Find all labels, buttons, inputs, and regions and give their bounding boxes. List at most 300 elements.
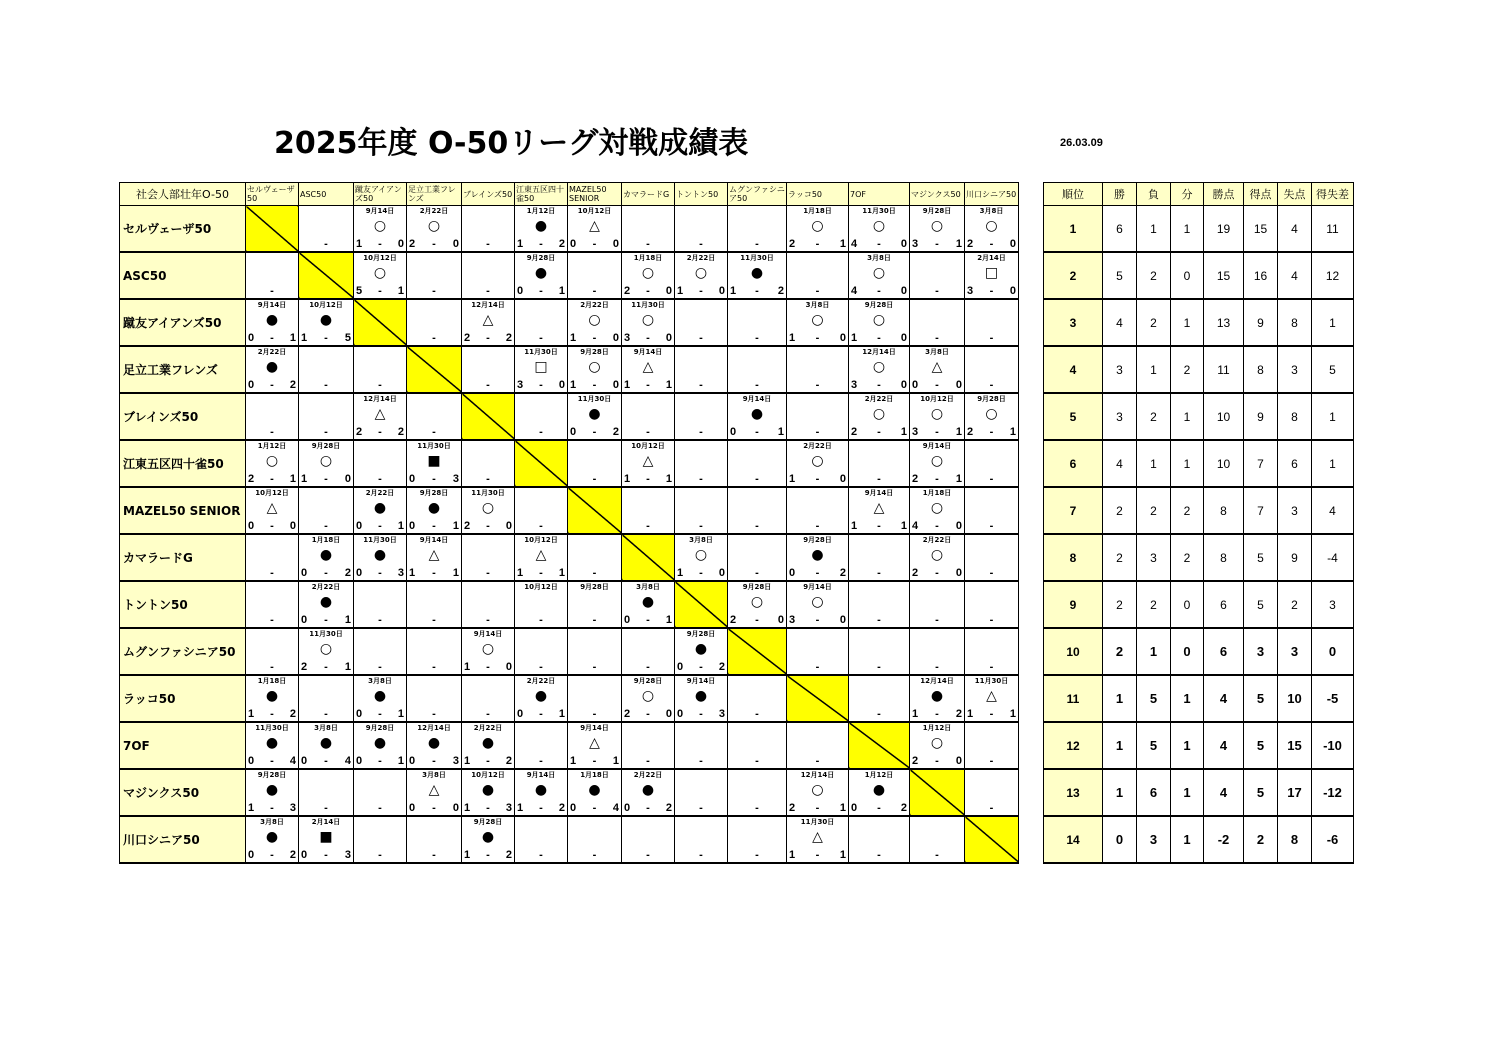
match-cell xyxy=(787,816,849,863)
stat-cell: 8 xyxy=(1278,393,1312,440)
match-date: 11月30日 xyxy=(417,442,451,450)
result-mark-icon: ● xyxy=(265,782,279,798)
match-cell xyxy=(515,534,568,581)
match-cell xyxy=(462,675,515,722)
match-date: 11月30日 xyxy=(800,818,835,826)
match-cell xyxy=(568,440,622,487)
match-score: - xyxy=(432,661,436,673)
match-score: 1 - 0 xyxy=(851,332,907,344)
match-score: - xyxy=(539,849,543,861)
match-cell xyxy=(622,769,675,816)
match-cell xyxy=(407,722,462,769)
column-header: 足立工業フレンズ xyxy=(407,183,462,206)
match-date: 10月12日 xyxy=(577,207,612,215)
stat-cell: -5 xyxy=(1312,675,1354,722)
match-cell xyxy=(622,816,675,863)
self-match-cell xyxy=(675,581,728,628)
corner-label: 社会人部壮年O-50 xyxy=(120,183,246,206)
self-match-cell xyxy=(965,816,1019,863)
match-cell xyxy=(515,252,568,299)
column-header: 川口シニア50 xyxy=(965,183,1019,206)
team-name: 川口シニア50 xyxy=(120,816,246,863)
stat-cell: 5 xyxy=(1103,252,1137,299)
match-date: 10月12日 xyxy=(524,583,558,591)
stat-cell: 2 xyxy=(1278,581,1312,628)
match-score: 0 - 0 xyxy=(248,520,296,532)
match-cell xyxy=(299,346,354,393)
match-score: 0 - 2 xyxy=(301,567,351,579)
match-date: 9月28日 xyxy=(365,724,395,732)
match-score: - xyxy=(989,379,994,391)
match-cell xyxy=(849,675,910,722)
match-score: 1 - 0 xyxy=(789,332,846,344)
stat-cell: 5 xyxy=(1244,534,1278,581)
match-date: 1月12日 xyxy=(922,724,952,732)
stat-cell: -2 xyxy=(1204,816,1244,863)
result-mark-icon: ○ xyxy=(641,312,655,328)
standings-row xyxy=(1044,816,1354,863)
match-score: - xyxy=(592,285,597,297)
match-score: - xyxy=(989,332,994,344)
match-cell xyxy=(462,346,515,393)
result-mark-icon: ● xyxy=(534,782,548,798)
stat-cell: 5 xyxy=(1244,581,1278,628)
match-cell xyxy=(354,206,407,253)
match-score: 0 - 0 xyxy=(912,379,962,391)
match-score: 4 - 0 xyxy=(851,285,907,297)
match-score: 4 - 0 xyxy=(851,238,907,250)
match-cell xyxy=(462,581,515,628)
match-score: 1 - 0 xyxy=(570,332,619,344)
match-score: - xyxy=(592,473,597,485)
stat-cell: 2 xyxy=(1171,534,1204,581)
match-score: - xyxy=(486,614,490,626)
match-score: - xyxy=(989,567,994,579)
match-cell xyxy=(787,299,849,346)
self-match-cell xyxy=(728,628,787,675)
match-score: 3 - 0 xyxy=(624,332,672,344)
match-date: 1月18日 xyxy=(633,254,663,262)
match-score: 1 - 2 xyxy=(464,849,512,861)
self-match-cell xyxy=(568,487,622,534)
result-mark-icon: ● xyxy=(750,265,764,281)
match-score: - xyxy=(815,520,820,532)
match-score: 2 - 0 xyxy=(624,285,672,297)
result-mark-icon: ○ xyxy=(985,406,998,422)
match-date: 11月30日 xyxy=(363,536,397,544)
team-name: ブレインズ50 xyxy=(120,393,246,440)
match-date: 9月14日 xyxy=(257,301,287,309)
match-cell xyxy=(462,206,515,253)
match-score: 0 - 1 xyxy=(356,708,404,720)
match-cell xyxy=(246,816,299,863)
standings-row xyxy=(1044,393,1354,440)
match-score: - xyxy=(486,473,490,485)
match-date: 9月14日 xyxy=(526,771,556,779)
match-score: - xyxy=(699,379,703,391)
match-date: 1月12日 xyxy=(864,771,894,779)
match-score: 0 - 1 xyxy=(517,285,565,297)
match-cell xyxy=(407,816,462,863)
match-cell xyxy=(354,816,407,863)
match-date: 9月28日 xyxy=(257,771,287,779)
match-date: 1月18日 xyxy=(311,536,341,544)
match-cell xyxy=(515,393,568,440)
match-score: 1 - 2 xyxy=(517,238,565,250)
match-cell xyxy=(910,440,965,487)
match-date: 3月8日 xyxy=(867,254,891,262)
match-cell xyxy=(354,675,407,722)
match-date: 2月22日 xyxy=(864,395,894,403)
match-cell xyxy=(462,628,515,675)
match-score: 0 - 2 xyxy=(789,567,846,579)
match-cell xyxy=(849,299,910,346)
result-mark-icon: ● xyxy=(265,688,279,704)
stat-cell: 1 xyxy=(1312,440,1354,487)
match-score: - xyxy=(935,849,939,861)
column-header: セルヴェーザ50 xyxy=(246,183,299,206)
stat-cell: 15 xyxy=(1278,722,1312,769)
match-date: 9月28日 xyxy=(580,583,609,591)
standings-row xyxy=(1044,675,1354,722)
match-cell xyxy=(462,816,515,863)
match-score: 1 - 0 xyxy=(789,473,846,485)
match-date: 2月14日 xyxy=(311,818,341,826)
match-score: - xyxy=(486,238,490,250)
match-cell xyxy=(515,346,568,393)
result-mark-icon: ○ xyxy=(811,312,824,328)
match-score: - xyxy=(270,426,274,438)
stat-cell: 5 xyxy=(1312,346,1354,393)
match-score: 2 - 0 xyxy=(464,520,512,532)
match-cell xyxy=(354,769,407,816)
standings-header: 失点 xyxy=(1278,183,1312,206)
match-cell xyxy=(407,769,462,816)
match-score: - xyxy=(815,755,820,767)
standings-row xyxy=(1044,628,1354,675)
match-score: 0 - 1 xyxy=(356,520,404,532)
stat-cell: 2 xyxy=(1137,581,1171,628)
match-score: - xyxy=(877,614,881,626)
stat-cell: 3 xyxy=(1278,628,1312,675)
team-row xyxy=(120,206,1019,253)
match-score: 1 - 1 xyxy=(570,755,619,767)
match-cell xyxy=(246,440,299,487)
match-cell xyxy=(354,440,407,487)
stat-cell: 1 xyxy=(1171,440,1204,487)
match-cell xyxy=(299,722,354,769)
match-score: 0 - 4 xyxy=(248,755,296,767)
result-mark-icon: ● xyxy=(373,500,387,516)
match-score: - xyxy=(539,661,543,673)
match-cell xyxy=(568,252,622,299)
match-cell xyxy=(622,581,675,628)
match-date: 10月12日 xyxy=(255,489,289,497)
match-score: 0 - 0 xyxy=(570,238,619,250)
match-score: 3 - 0 xyxy=(789,614,846,626)
result-mark-icon: ● xyxy=(534,688,548,704)
match-cell xyxy=(675,206,728,253)
stat-cell: 3 xyxy=(1244,628,1278,675)
match-score: 0 - 2 xyxy=(677,661,725,673)
team-name: カマラードG xyxy=(120,534,246,581)
result-mark-icon: △ xyxy=(482,312,494,328)
rank-cell: 9 xyxy=(1044,581,1103,628)
match-cell xyxy=(568,393,622,440)
team-name: ラッコ50 xyxy=(120,675,246,722)
match-score: - xyxy=(324,520,328,532)
result-mark-icon: △ xyxy=(986,688,997,704)
stat-cell: 4 xyxy=(1204,769,1244,816)
match-cell xyxy=(965,487,1019,534)
match-score: 1 - 1 xyxy=(967,708,1016,720)
team-name: 7OF xyxy=(120,722,246,769)
match-cell xyxy=(622,346,675,393)
rank-cell: 13 xyxy=(1044,769,1103,816)
match-cell xyxy=(407,299,462,346)
match-cell xyxy=(462,722,515,769)
match-cell xyxy=(849,769,910,816)
match-date: 11月30日 xyxy=(524,348,558,356)
match-score: 1 - 0 xyxy=(570,379,619,391)
match-cell xyxy=(675,769,728,816)
match-score: 2 - 0 xyxy=(912,567,962,579)
stat-cell: 1 xyxy=(1137,440,1171,487)
match-score: - xyxy=(989,661,994,673)
match-score: 2 - 0 xyxy=(624,708,672,720)
match-date: 1月18日 xyxy=(922,489,952,497)
match-date: 2月22日 xyxy=(803,442,832,450)
team-row xyxy=(120,581,1019,628)
column-header: 江東五区四十雀50 xyxy=(515,183,568,206)
match-cell xyxy=(299,534,354,581)
stat-cell: 0 xyxy=(1103,816,1137,863)
match-score: - xyxy=(646,426,650,438)
match-cell xyxy=(462,487,515,534)
match-cell xyxy=(728,393,787,440)
stat-cell: 1 xyxy=(1171,206,1204,253)
match-cell xyxy=(299,816,354,863)
team-row xyxy=(120,252,1019,299)
match-cell xyxy=(910,393,965,440)
match-cell xyxy=(515,675,568,722)
match-cell xyxy=(849,534,910,581)
match-score: - xyxy=(699,332,703,344)
team-name: ASC50 xyxy=(120,252,246,299)
standings-header: 順位 xyxy=(1044,183,1103,206)
stat-cell: 5 xyxy=(1137,675,1171,722)
match-score: 0 - 1 xyxy=(730,426,784,438)
match-cell xyxy=(910,675,965,722)
stat-cell: 19 xyxy=(1204,206,1244,253)
match-score: - xyxy=(324,708,328,720)
match-cell xyxy=(246,534,299,581)
match-cell xyxy=(299,581,354,628)
match-cell xyxy=(246,628,299,675)
match-cell xyxy=(299,393,354,440)
match-score: 0 - 3 xyxy=(409,755,459,767)
result-mark-icon: ○ xyxy=(694,547,708,563)
stat-cell: 3 xyxy=(1278,346,1312,393)
result-mark-icon: ● xyxy=(694,641,708,657)
match-score: - xyxy=(815,426,820,438)
stat-cell: 2 xyxy=(1103,628,1137,675)
rank-cell: 6 xyxy=(1044,440,1103,487)
stat-cell: 1 xyxy=(1103,769,1137,816)
match-cell xyxy=(787,346,849,393)
match-date: 2月22日 xyxy=(365,489,395,497)
stat-cell: 9 xyxy=(1278,534,1312,581)
match-score: - xyxy=(646,849,650,861)
match-cell xyxy=(622,487,675,534)
result-mark-icon: ● xyxy=(930,688,944,704)
standings-row xyxy=(1044,440,1354,487)
result-mark-icon: ● xyxy=(694,688,708,704)
match-score: 1 - 2 xyxy=(464,755,512,767)
match-cell xyxy=(728,252,787,299)
stat-cell: 1 xyxy=(1171,769,1204,816)
match-cell xyxy=(849,816,910,863)
match-date: 3月8日 xyxy=(979,207,1004,215)
stat-cell: 0 xyxy=(1171,581,1204,628)
match-cell xyxy=(407,206,462,253)
match-score: - xyxy=(646,520,650,532)
match-cell xyxy=(787,722,849,769)
match-score: - xyxy=(755,802,759,814)
match-cell xyxy=(728,581,787,628)
result-mark-icon: ○ xyxy=(930,735,944,751)
stat-cell: 1 xyxy=(1312,393,1354,440)
match-score: - xyxy=(539,614,543,626)
stat-cell: 7 xyxy=(1244,440,1278,487)
self-match-cell xyxy=(299,252,354,299)
result-mark-icon: ○ xyxy=(373,265,387,281)
match-score: - xyxy=(592,849,597,861)
standings-row xyxy=(1044,769,1354,816)
match-score: - xyxy=(755,755,759,767)
stat-cell: 13 xyxy=(1204,299,1244,346)
match-score: - xyxy=(699,802,703,814)
page-title: 2025年度 O-50リーグ対戦成績表 xyxy=(274,126,749,161)
stat-cell: 7 xyxy=(1244,487,1278,534)
match-date: 2月22日 xyxy=(419,207,449,215)
result-mark-icon: ○ xyxy=(811,594,824,610)
match-score: - xyxy=(755,379,759,391)
stat-cell: 1 xyxy=(1312,299,1354,346)
stat-cell: 2 xyxy=(1137,252,1171,299)
stat-cell: 2 xyxy=(1103,534,1137,581)
result-mark-icon: △ xyxy=(535,547,547,563)
result-mark-icon: △ xyxy=(812,829,823,845)
match-score: - xyxy=(699,849,703,861)
match-cell xyxy=(515,816,568,863)
match-score: 1 - 3 xyxy=(464,802,512,814)
result-mark-icon: ○ xyxy=(319,453,333,469)
self-match-cell xyxy=(622,534,675,581)
match-cell xyxy=(910,206,965,253)
result-mark-icon: ● xyxy=(319,312,333,328)
match-date: 3月8日 xyxy=(805,301,830,309)
match-date: 3月8日 xyxy=(422,771,446,779)
match-score: - xyxy=(270,661,274,673)
match-score: - xyxy=(935,661,939,673)
stat-cell: 2 xyxy=(1137,487,1171,534)
match-cell xyxy=(515,299,568,346)
match-score: 3 - 0 xyxy=(851,379,907,391)
match-score: - xyxy=(755,567,759,579)
match-score: 2 - 1 xyxy=(789,802,846,814)
match-cell xyxy=(407,581,462,628)
match-cell xyxy=(407,393,462,440)
match-cell xyxy=(787,206,849,253)
match-date: 3月8日 xyxy=(636,583,660,591)
match-score: 5 - 1 xyxy=(356,285,404,297)
match-cell xyxy=(728,722,787,769)
team-row xyxy=(120,816,1019,863)
match-cell xyxy=(965,628,1019,675)
result-mark-icon: △ xyxy=(642,359,654,375)
standings-header: 分 xyxy=(1171,183,1204,206)
match-cell xyxy=(622,206,675,253)
match-cell xyxy=(965,299,1019,346)
match-cell xyxy=(299,206,354,253)
match-score: 1 - 0 xyxy=(464,661,512,673)
team-row xyxy=(120,393,1019,440)
match-cell xyxy=(910,252,965,299)
match-date: 2月14日 xyxy=(977,254,1006,262)
match-cell xyxy=(965,769,1019,816)
rank-cell: 1 xyxy=(1044,206,1103,253)
match-date: 11月30日 xyxy=(631,301,665,309)
match-cell xyxy=(568,206,622,253)
match-cell xyxy=(246,393,299,440)
stat-cell: 8 xyxy=(1244,346,1278,393)
match-date: 9月14日 xyxy=(864,489,894,497)
match-score: - xyxy=(989,755,994,767)
match-cell xyxy=(728,346,787,393)
result-mark-icon: ○ xyxy=(872,218,886,234)
stat-cell: 4 xyxy=(1278,206,1312,253)
stat-cell: 0 xyxy=(1171,628,1204,675)
match-date: 2月22日 xyxy=(633,771,663,779)
match-score: 2 - 0 xyxy=(409,238,459,250)
column-header: ラッコ50 xyxy=(787,183,849,206)
match-score: - xyxy=(432,849,436,861)
match-score: - xyxy=(699,755,703,767)
match-cell xyxy=(728,675,787,722)
match-score: - xyxy=(486,379,490,391)
stat-cell: 10 xyxy=(1204,393,1244,440)
stat-cell: 4 xyxy=(1204,675,1244,722)
result-mark-icon: ● xyxy=(481,782,495,798)
match-cell xyxy=(728,534,787,581)
match-date: 2月22日 xyxy=(580,301,609,309)
match-score: - xyxy=(432,708,436,720)
match-cell xyxy=(622,722,675,769)
rank-cell: 3 xyxy=(1044,299,1103,346)
match-cell xyxy=(515,722,568,769)
stat-cell: 15 xyxy=(1244,206,1278,253)
match-cell xyxy=(354,487,407,534)
rank-cell: 11 xyxy=(1044,675,1103,722)
stat-cell: 1 xyxy=(1137,346,1171,393)
match-score: - xyxy=(592,614,597,626)
result-mark-icon: ● xyxy=(265,829,279,845)
result-mark-icon: □ xyxy=(984,265,999,281)
stat-cell: 1 xyxy=(1171,393,1204,440)
match-score: - xyxy=(432,614,436,626)
match-date: 12月14日 xyxy=(417,724,451,732)
